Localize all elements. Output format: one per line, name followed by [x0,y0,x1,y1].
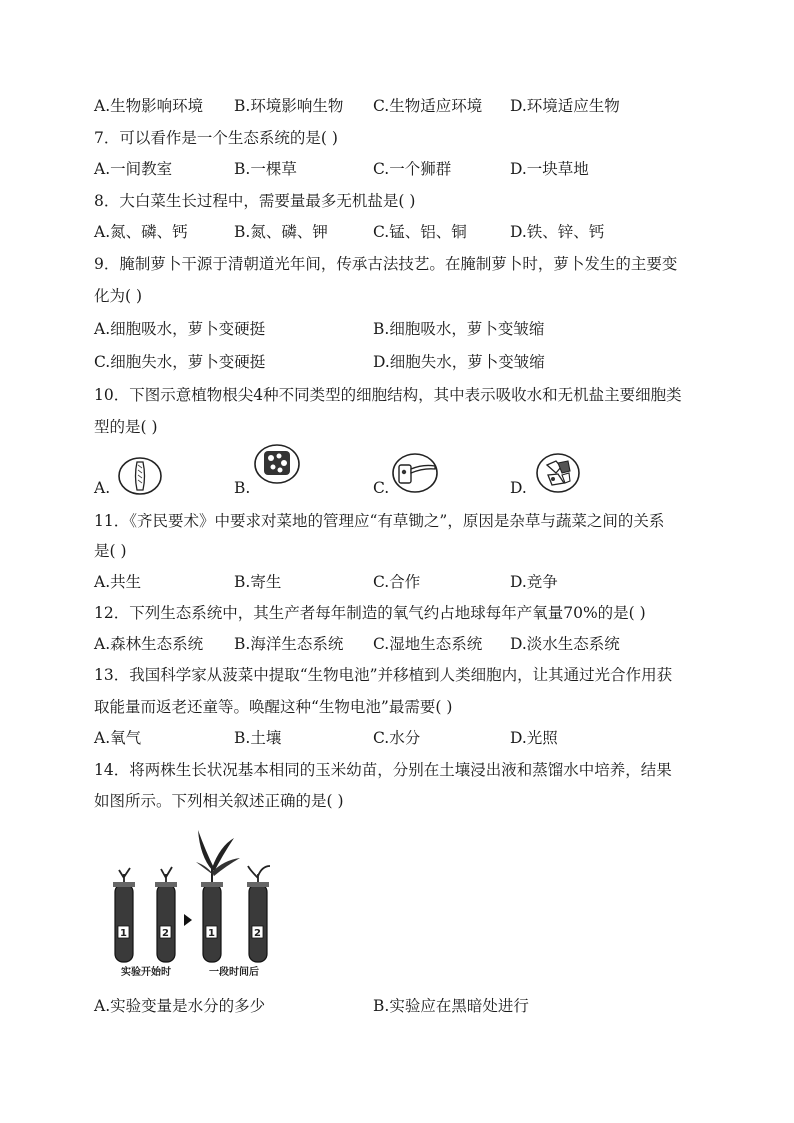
q10-option-b-label: B. [234,479,251,497]
test-tube-start-2 [155,882,177,962]
tube-label: 2 [162,928,169,939]
q9-stem-line1: 9．腌制萝卜干源于清朝道光年间，传承古法技艺。在腌制萝卜时，萝卜发生的主要变 [94,255,678,273]
root-cap-cell-icon [116,456,164,496]
q13-option-d[interactable]: D.光照 [510,729,558,747]
q10-stem-line2: 型的是( ) [94,418,158,436]
elongation-cell-icon [534,451,582,495]
q7-option-c[interactable]: C.一个狮群 [373,160,452,178]
q10-option-d[interactable] [510,448,630,498]
q13-option-c[interactable]: C.水分 [373,729,421,747]
q10-option-a[interactable] [94,448,214,498]
q10-option-d-label: D. [510,479,527,497]
q8-stem: 8．大白菜生长过程中，需要量最多无机盐是( ) [94,192,416,210]
test-tube-later-2 [247,882,269,962]
test-tube-start-1 [113,882,135,962]
q9-stem-line2: 化为( ) [94,287,143,305]
q7-option-d[interactable]: D.一块草地 [510,160,589,178]
q9-option-a[interactable]: A.细胞吸水，萝卜变硬挺 [94,320,266,338]
q10-image-options [94,448,694,498]
q14-stem-line2: 如图所示。下列相关叙述正确的是( ) [94,792,344,810]
q6-option-b[interactable]: B.环境影响生物 [234,97,344,115]
q6-option-a[interactable]: A.生物影响环境 [94,97,204,115]
seedling-later-1 [196,830,240,884]
q11-stem-line2: 是( ) [94,542,127,560]
q13-option-b[interactable]: B.土壤 [234,729,282,747]
q12-option-b[interactable]: B.海洋生态系统 [234,635,344,653]
q8-option-d[interactable]: D.铁、锌、钙 [510,223,605,241]
q8-option-b[interactable]: B.氮、磷、钾 [234,223,328,241]
q11-option-d[interactable]: D.竞争 [510,573,558,591]
q10-option-c[interactable] [373,448,493,498]
q6-option-d[interactable]: D.环境适应生物 [510,97,620,115]
tube-label: 1 [120,928,127,939]
q11-stem-line1: 11．《齐民要术》中要求对菜地的管理应“有草锄之”，原因是杂草与蔬菜之间的关系 [94,512,665,530]
q10-stem-line1: 10．下图示意植物根尖4种不同类型的细胞结构，其中表示吸收水和无机盐主要细胞类 [94,386,682,404]
q13-stem-line1: 13．我国科学家从菠菜中提取“生物电池”并移植到人类细胞内，让其通过光合作用获 [94,666,673,684]
q11-option-a[interactable]: A.共生 [94,573,142,591]
tube-label: 1 [208,928,215,939]
q12-option-a[interactable]: A.森林生态系统 [94,635,204,653]
root-hair-cell-icon [391,452,441,494]
test-tube-later-1 [201,882,223,962]
q13-stem-line2: 取能量而返老还童等。唤醒这种“生物电池”最需要( ) [94,698,453,716]
q13-option-a[interactable]: A.氧气 [94,729,142,747]
q10-option-c-label: C. [373,479,390,497]
q14-option-b[interactable]: B.实验应在黑暗处进行 [373,997,529,1015]
q7-option-b[interactable]: B.一棵草 [234,160,297,178]
q10-option-b[interactable] [234,448,354,498]
q6-option-c[interactable]: C.生物适应环境 [373,97,483,115]
q7-option-a[interactable]: A.一间教室 [94,160,173,178]
q11-option-b[interactable]: B.寄生 [234,573,282,591]
q12-stem: 12．下列生态系统中，其生产者每年制造的氧气约占地球每年产氧量70%的是( ) [94,604,646,622]
seedling-start-2 [161,867,172,884]
q12-option-c[interactable]: C.湿地生态系统 [373,635,483,653]
q8-option-a[interactable]: A.氮、磷、钙 [94,223,188,241]
arrow-icon [184,914,192,926]
q9-option-c[interactable]: C.细胞失水，萝卜变硬挺 [94,353,266,371]
seedling-start-1 [119,868,130,884]
q11-option-c[interactable]: C.合作 [373,573,421,591]
q14-stem-line1: 14．将两株生长状况基本相同的玉米幼苗，分别在土壤浸出液和蒸馏水中培养，结果 [94,761,672,779]
caption-start: 实验开始时 [121,967,171,978]
q12-option-d[interactable]: D.淡水生态系统 [510,635,620,653]
seedling-later-2 [248,866,270,884]
q9-option-b[interactable]: B.细胞吸水，萝卜变皱缩 [373,320,545,338]
q10-option-a-label: A. [94,479,111,497]
q9-option-d[interactable]: D.细胞失水，萝卜变皱缩 [373,353,545,371]
q14-option-a[interactable]: A.实验变量是水分的多少 [94,997,266,1015]
q7-stem: 7．可以看作是一个生态系统的是( ) [94,129,338,147]
tube-label: 2 [254,928,261,939]
meristem-cell-icon [252,442,302,486]
q14-experiment-figure [108,822,288,982]
caption-later: 一段时间后 [209,967,259,978]
q8-option-c[interactable]: C.锰、铝、铜 [373,223,467,241]
